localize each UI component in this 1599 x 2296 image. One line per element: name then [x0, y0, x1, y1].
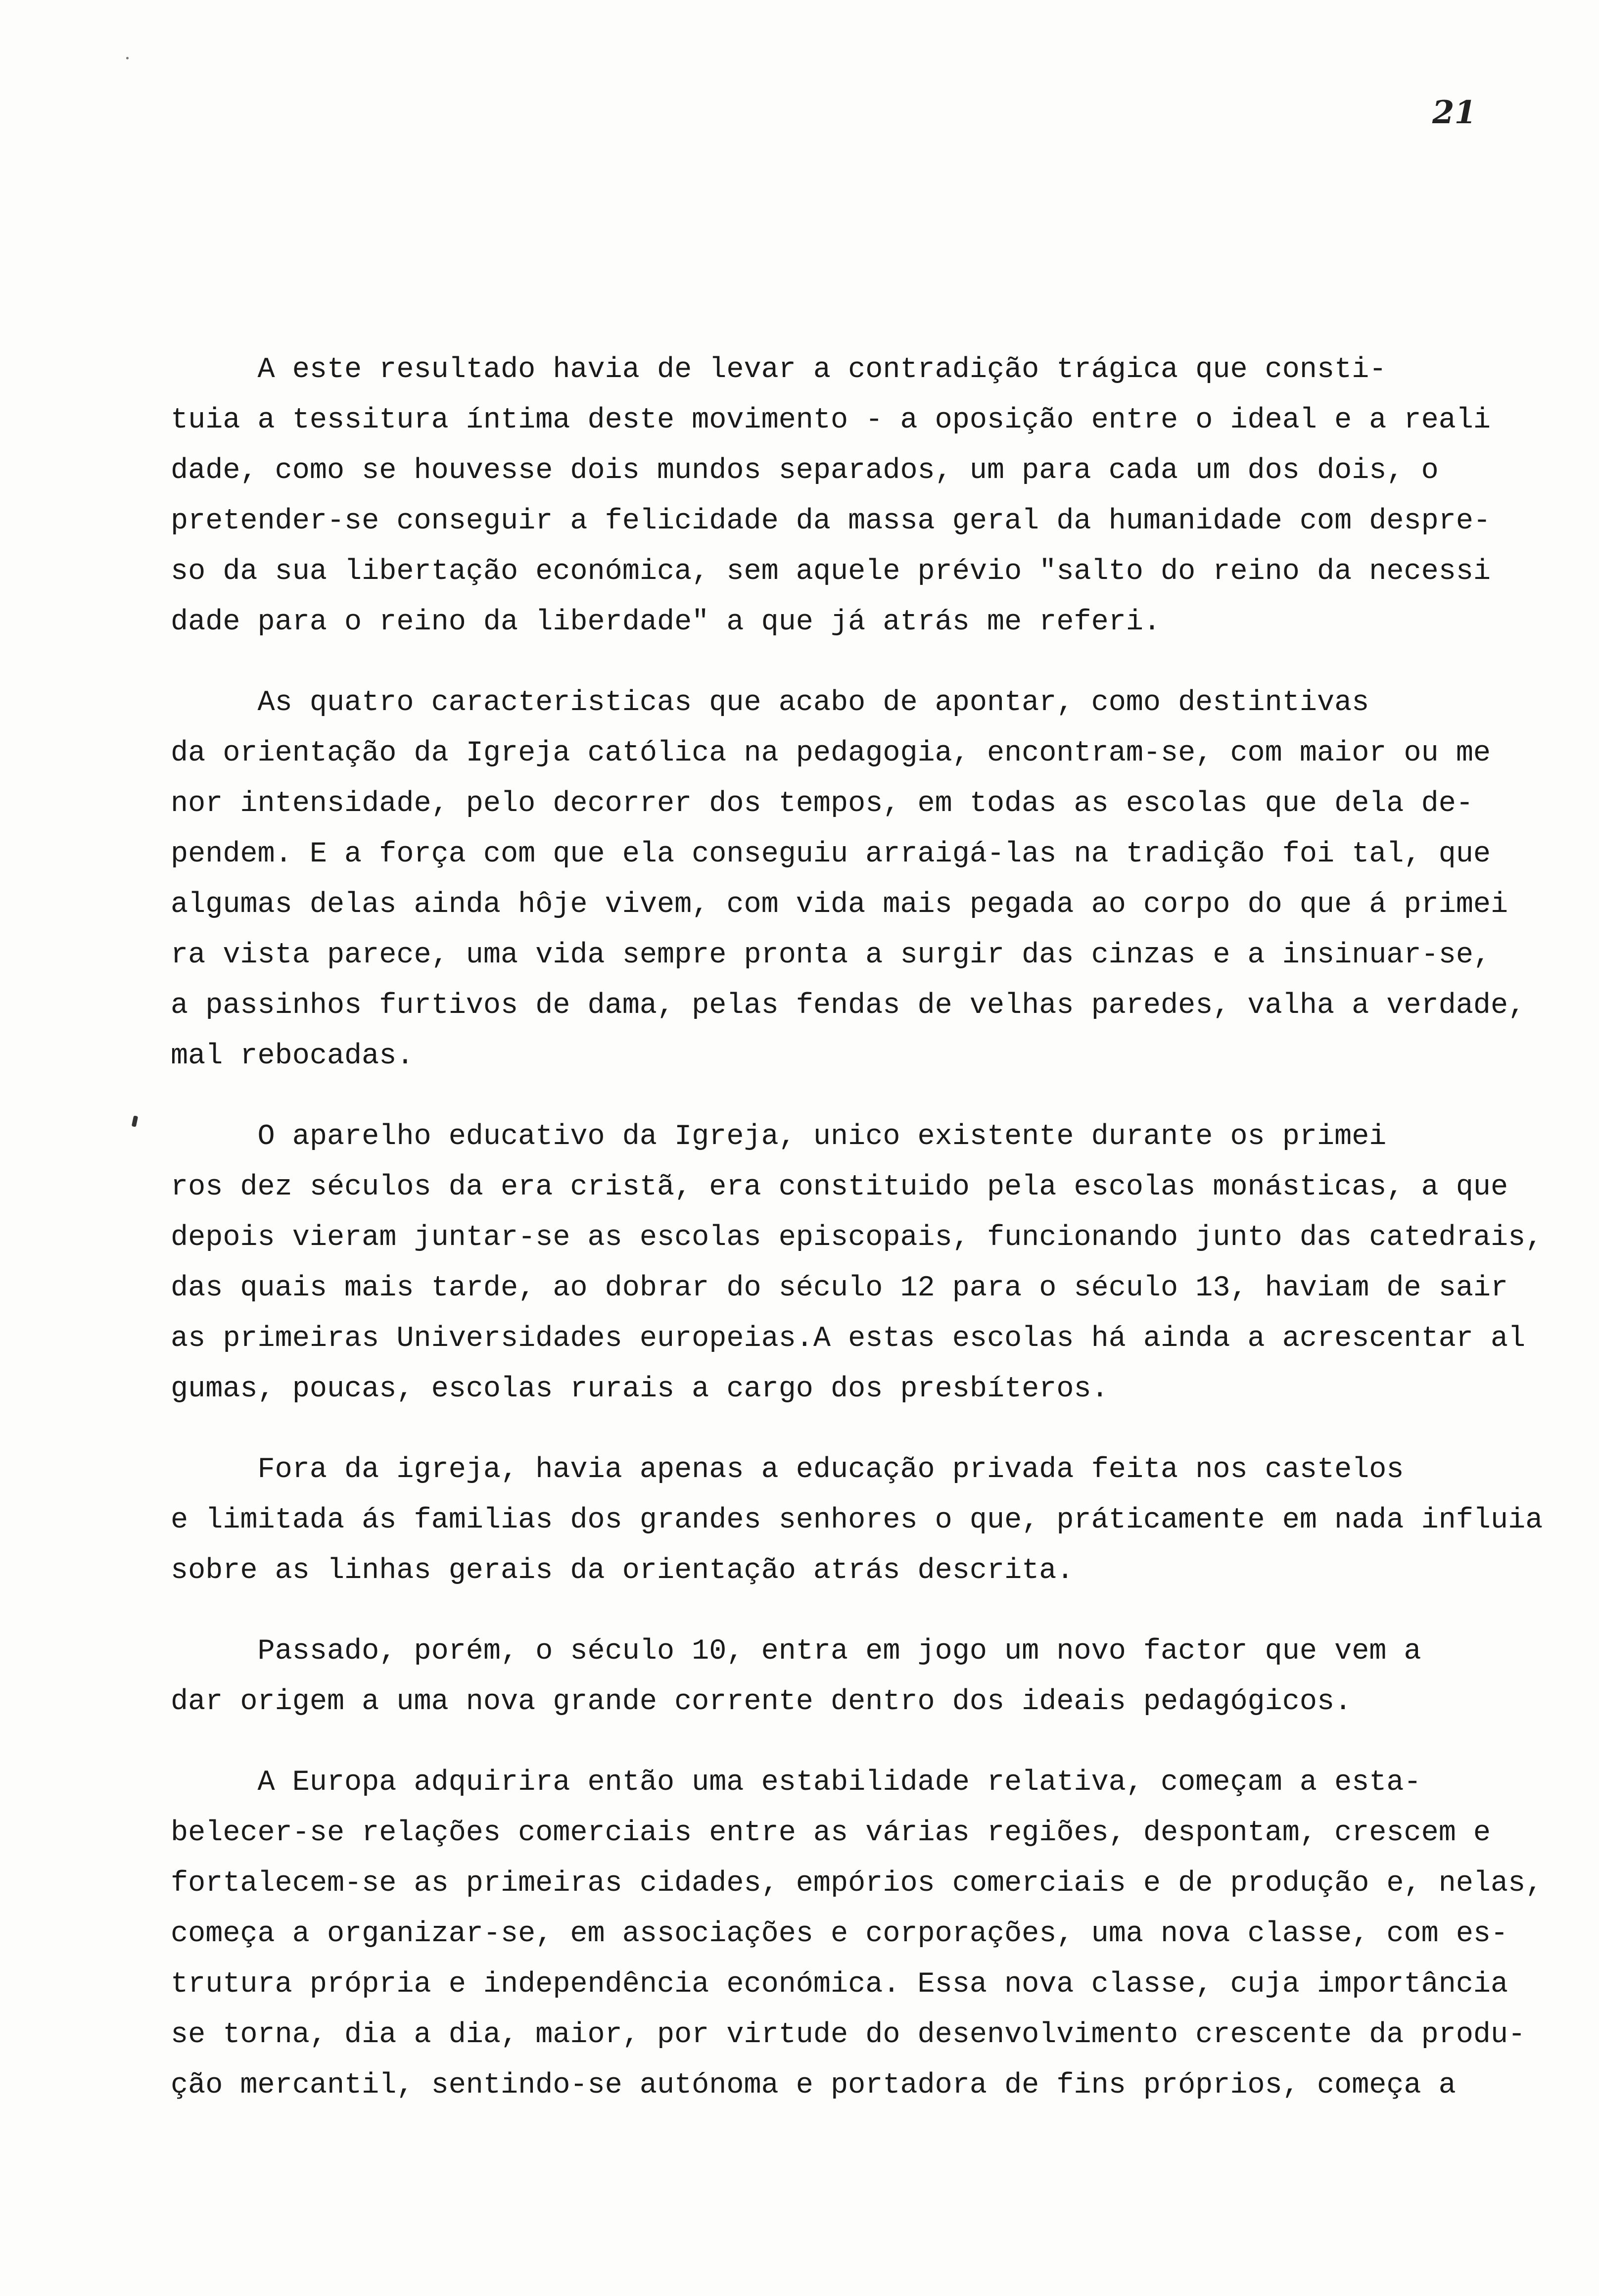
scan-speck — [126, 57, 129, 59]
text-line: da orientação da Igreja católica na pedagogia, encontram-se, com maior ou me — [171, 736, 1491, 769]
text-line: e limitada ás familias dos grandes senhores o que, práticamente em nada influia — [171, 1503, 1543, 1536]
text-line: pendem. E a força com que ela conseguiu arraigá-las na tradição foi tal, que — [171, 837, 1491, 870]
text-line: ros dez séculos da era cristã, era constituido pela escolas monásticas, a que — [171, 1170, 1508, 1203]
text-line: começa a organizar-se, em associações e corporações, uma nova classe, com es- — [171, 1917, 1508, 1950]
text-line: dar origem a uma nova grande corrente dentro dos ideais pedagógicos. — [171, 1685, 1352, 1718]
text-line: gumas, poucas, escolas rurais a cargo dos presbíteros. — [171, 1372, 1109, 1405]
text-line: ra vista parece, uma vida sempre pronta a surgir das cinzas e a insinuar-se, — [171, 938, 1491, 971]
text-line: tuia a tessitura íntima deste movimento - a oposição entre o ideal e a reali — [171, 403, 1491, 436]
text-line: se torna, dia a dia, maior, por virtude do desenvolvimento crescente da produ- — [171, 2018, 1526, 2051]
text-line: depois vieram juntar-se as escolas episcopais, funcionando junto das catedrais, — [171, 1221, 1543, 1254]
text-line: Fora da igreja, havia apenas a educação privada feita nos castelos — [171, 1453, 1404, 1486]
text-line: nor intensidade, pelo decorrer dos tempos, em todas as escolas que dela de- — [171, 787, 1473, 820]
text-line: O aparelho educativo da Igreja, unico existente durante os primei — [171, 1120, 1387, 1153]
text-line: algumas delas ainda hôje vivem, com vida mais pegada ao corpo do que á primei — [171, 888, 1508, 921]
text-line: das quais mais tarde, ao dobrar do século 12 para o século 13, haviam de sair — [171, 1271, 1508, 1304]
text-line: Passado, porém, o século 10, entra em jogo um novo factor que vem a — [171, 1634, 1421, 1668]
text-line: A este resultado havia de levar a contradição trágica que consti- — [171, 353, 1387, 386]
text-line: fortalecem-se as primeiras cidades, empórios comerciais e de produção e, nelas, — [171, 1866, 1543, 1900]
page-number: 21 — [1432, 94, 1477, 131]
text-line: mal rebocadas. — [171, 1039, 414, 1072]
margin-mark — [132, 1115, 138, 1127]
text-line: A Europa adquirira então uma estabilidade relativa, começam a esta- — [171, 1766, 1421, 1799]
text-line: As quatro caracteristicas que acabo de apontar, como destintivas — [171, 686, 1369, 719]
text-line: trutura própria e independência económica. Essa nova classe, cuja importância — [171, 1967, 1508, 2001]
text-line: ção mercantil, sentindo-se autónoma e portadora de fins próprios, começa a — [171, 2068, 1456, 2102]
text-line: sobre as linhas gerais da orientação atrás descrita. — [171, 1554, 1074, 1587]
text-line: a passinhos furtivos de dama, pelas fendas de velhas paredes, valha a verdade, — [171, 989, 1526, 1022]
text-line: as primeiras Universidades europeias.A estas escolas há ainda a acrescentar al — [171, 1322, 1526, 1355]
text-line: dade para o reino da liberdade" a que já atrás me referi. — [171, 605, 1161, 638]
text-line: pretender-se conseguir a felicidade da massa geral da humanidade com despre- — [171, 504, 1491, 537]
text-line: belecer-se relações comerciais entre as várias regiões, despontam, crescem e — [171, 1816, 1491, 1849]
text-line: so da sua libertação económica, sem aquele prévio "salto do reino da necessi — [171, 555, 1491, 588]
text-line: dade, como se houvesse dois mundos separados, um para cada um dos dois, o — [171, 454, 1439, 487]
